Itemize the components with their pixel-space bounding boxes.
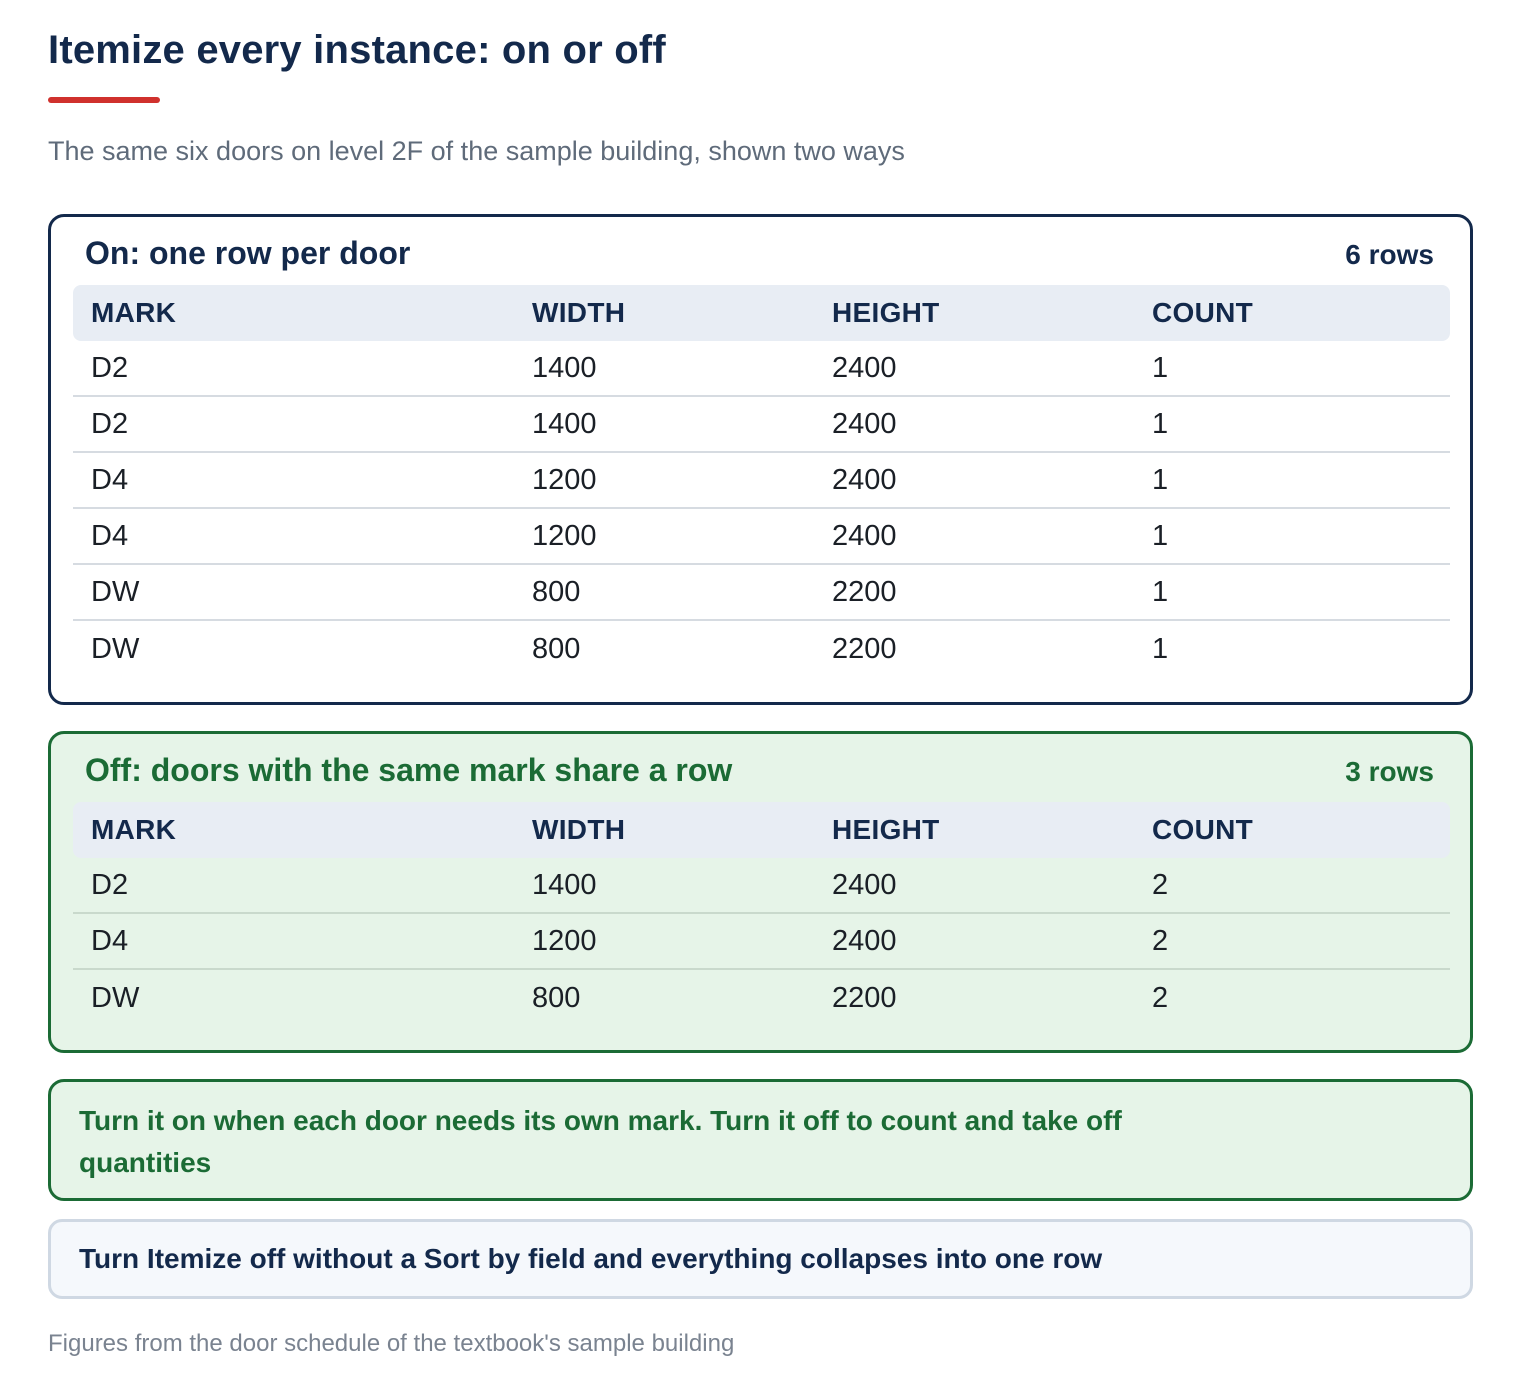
cell-count: 1 xyxy=(1152,407,1169,440)
cell-height: 2200 xyxy=(832,632,897,665)
title-accent-rule xyxy=(48,97,160,103)
column-header-count: COUNT xyxy=(1152,814,1254,845)
cell-mark: DW xyxy=(91,981,140,1014)
table-row xyxy=(73,858,1450,914)
cell-width: 1400 xyxy=(532,407,597,440)
table-body xyxy=(73,341,1450,677)
cell-mark: D4 xyxy=(91,519,129,552)
cell-mark: D2 xyxy=(91,351,129,384)
column-header-count: COUNT xyxy=(1152,297,1254,328)
cell-count: 2 xyxy=(1152,868,1169,901)
cell-height: 2400 xyxy=(832,868,897,901)
table-row xyxy=(73,509,1450,565)
warning-text: Turn Itemize off without a Sort by field and everything collapses into one row xyxy=(79,1243,1103,1274)
on-panel-title: On: one row per door xyxy=(85,235,411,271)
cell-mark: DW xyxy=(91,575,140,608)
table-row xyxy=(73,341,1450,397)
off-panel-title: Off: doors with the same mark share a row xyxy=(85,752,733,788)
table-row xyxy=(73,914,1450,970)
cell-width: 1200 xyxy=(532,463,597,496)
itemize-on-panel xyxy=(48,214,1473,705)
cell-width: 1400 xyxy=(532,868,597,901)
guidance-callout xyxy=(48,1079,1473,1201)
cell-width: 1200 xyxy=(532,924,597,957)
cell-height: 2400 xyxy=(832,351,897,384)
cell-count: 1 xyxy=(1152,463,1169,496)
cell-mark: DW xyxy=(91,632,140,665)
cell-count: 1 xyxy=(1152,351,1169,384)
cell-width: 1400 xyxy=(532,351,597,384)
column-header-mark: MARK xyxy=(91,297,177,328)
table-row xyxy=(73,397,1450,453)
column-header-height: HEIGHT xyxy=(832,814,940,845)
source-footnote: Figures from the door schedule of the textbook's sample building xyxy=(48,1330,735,1357)
table-row xyxy=(73,565,1450,621)
off-panel-row-count: 3 rows xyxy=(1345,756,1434,787)
table-header-row xyxy=(73,285,1450,341)
cell-height: 2200 xyxy=(832,575,897,608)
cell-count: 2 xyxy=(1152,981,1169,1014)
cell-mark: D2 xyxy=(91,407,129,440)
cell-count: 1 xyxy=(1152,632,1169,665)
cell-width: 1200 xyxy=(532,519,597,552)
column-header-mark: MARK xyxy=(91,814,177,845)
column-header-width: WIDTH xyxy=(532,297,626,328)
cell-count: 1 xyxy=(1152,575,1169,608)
cell-width: 800 xyxy=(532,575,581,608)
cell-count: 1 xyxy=(1152,519,1169,552)
table-row xyxy=(73,970,1450,1026)
cell-width: 800 xyxy=(532,632,581,665)
warning-callout xyxy=(48,1219,1473,1299)
column-header-width: WIDTH xyxy=(532,814,626,845)
on-schedule-table xyxy=(73,285,1450,677)
table-row xyxy=(73,453,1450,509)
page-subtitle: The same six doors on level 2F of the sample building, shown two ways xyxy=(48,136,905,166)
cell-width: 800 xyxy=(532,981,581,1014)
cell-count: 2 xyxy=(1152,924,1169,957)
cell-mark: D4 xyxy=(91,924,129,957)
cell-height: 2200 xyxy=(832,981,897,1014)
cell-mark: D4 xyxy=(91,463,129,496)
on-panel-row-count: 6 rows xyxy=(1345,239,1434,270)
cell-height: 2400 xyxy=(832,463,897,496)
cell-height: 2400 xyxy=(832,407,897,440)
column-header-height: HEIGHT xyxy=(832,297,940,328)
table-body xyxy=(73,858,1450,1026)
cell-height: 2400 xyxy=(832,924,897,957)
cell-mark: D2 xyxy=(91,868,129,901)
itemize-off-panel xyxy=(48,731,1473,1053)
off-schedule-table xyxy=(73,802,1450,1026)
page-title: Itemize every instance: on or off xyxy=(48,28,666,72)
table-header-row xyxy=(73,802,1450,858)
table-row xyxy=(73,621,1450,677)
cell-height: 2400 xyxy=(832,519,897,552)
guidance-text: Turn it on when each door needs its own mark. Turn it off to count and take off quantities xyxy=(79,1105,1122,1178)
